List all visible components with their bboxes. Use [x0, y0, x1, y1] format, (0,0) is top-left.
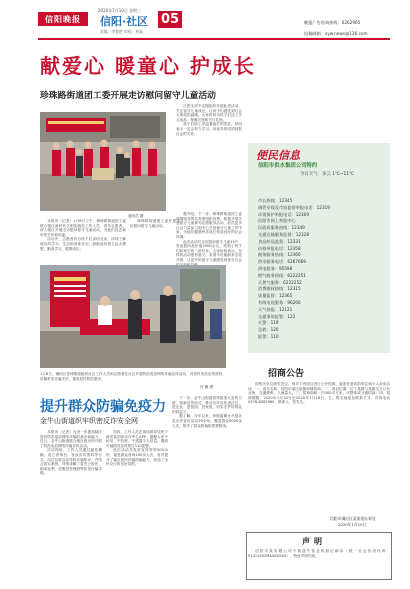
- info-box-list: [258, 198, 384, 341]
- hotline-item: 燃气服务热线：6222251: [258, 272, 306, 278]
- article1-body-right: [176, 212, 242, 262]
- article2-paragraph: 下一步，金牛山街道将持续加大宣传力度，创新宣传形式，推动反诈宣传进社区、进企业、进校园、进家庭，切实守护好群众的钱袋子。: [172, 396, 242, 414]
- hotline-item: 消费维权热线：12315: [258, 286, 301, 292]
- header-divider: [38, 38, 390, 40]
- article2-paragraph: 本报讯（记者）为进一步提高辖区居民防范电信网络诈骗的意识和能力，近日，金牛山街道联合辖区派出所开展了防范电信网络诈骗宣传活动。: [40, 430, 102, 448]
- hotline-item: 供水服务电话：6267669: [258, 259, 306, 265]
- hotline-item: 天然气服务：6222252: [258, 279, 302, 285]
- ad-phone: 晚报广告咨询热线：6262965: [304, 20, 361, 25]
- anti-fraud-event-illustration: [40, 265, 226, 368]
- hotline-item: 民政局服务热线：12349: [258, 225, 305, 231]
- statement-body: [248, 549, 390, 577]
- article2-caption-text: 1月8日，浉河区老城街道组织社区工作人员和志愿者在社区开展防范电信网络诈骗宣传活动，向居民发放宣传资料，讲解常见诈骗手法，提高居民防范意识。: [40, 372, 226, 381]
- volunteers-photo-illustration: [40, 112, 166, 211]
- hotline-item: 天气预报：12121: [258, 306, 293, 312]
- article2-photo-caption: [40, 372, 226, 384]
- article1-paragraph: 孩子们脸上洋溢着灿烂的笑容，纷纷表示一定会努力学习，用优异的成绩回报社会的关爱。: [176, 122, 242, 136]
- hotline-item: 交通事故报警：122: [258, 313, 296, 319]
- recruit-notice-signature: 信阳市浉河区某街道办事处: [330, 516, 376, 521]
- article1-photo-caption: 珍珠路街道团工委开展走访慰问留守儿童活动。: [130, 219, 180, 228]
- statement-title: 声明: [302, 537, 326, 546]
- editors-line: 责编：李春艳 审校：林焱: [100, 29, 143, 34]
- hotline-item: 城管专线及市容监督举报电话：12319: [258, 204, 330, 210]
- article1-body-middle: [176, 104, 242, 210]
- header-date: 2020年1月10日 星期三: [98, 8, 142, 13]
- hotline-item: 有线电视服务：96266: [258, 299, 301, 305]
- submission-email: 投稿邮箱：xyw.news@126.com: [304, 31, 368, 36]
- article2-photo-credit: 许 鹏 摄: [200, 385, 214, 389]
- article1-paragraph: 据介绍，下一步，珍珠路街道团工委将继续发挥共青团组织优势，积极开展关爱留守儿童系列志愿服务活动，动员更多社会力量参与到关心关爱留守儿童工作中来，为他们健康快乐成长营造良好的社会环境。: [176, 212, 242, 239]
- hotline-item: 急救：120: [258, 327, 279, 333]
- article1-photo-credit: 通讯员 摄: [128, 214, 144, 218]
- article2-paragraph: 活动现场，工作人员通过悬挂横幅、设立咨询台、发放宣传资料等方式，向过往群众宣传防诈骗知识，并结合真实案例，详细讲解了冒充公检法、刷单返利、虚假投资理财等常见诈骗手段。: [40, 448, 102, 476]
- section-title: 信阳·社区: [100, 15, 149, 28]
- article1-paragraph: 本报讯（记者）1月6日上午，珍珠路街道团工委联合辖区新时代文明实践站工作人员、青年志愿者，深入辖区开展走访慰问留守儿童活动，为他们送去新年的关怀和祝福。: [40, 219, 126, 237]
- hotline-item: 火警：119: [258, 320, 279, 326]
- hotline-item: 信阳市网上举报中心: [258, 218, 296, 224]
- article1-subhead: 珍珠路街道团工委开展走访慰问留守儿童活动: [40, 91, 216, 101]
- page-number: 05: [158, 11, 182, 28]
- article2-body-middle: [106, 430, 168, 580]
- recruit-notice-date: 2020年1月10日: [338, 522, 367, 527]
- article2-subhead: 金牛山街道织牢织密反诈安全网: [40, 417, 138, 425]
- article1-paragraph: 此次活动共走访慰问留守儿童15户，发放慰问品价值2000余元，受到了孩子们和家长的一致好评。大家纷纷表示，这样的活动很有意义，希望今后能够常态化开展，让更多的留守儿童感受到来自社会: [176, 239, 242, 262]
- article2-photo: [40, 265, 226, 368]
- spacer: [232, 265, 244, 266]
- article1-body-left: [40, 219, 126, 261]
- article2-headline: 提升群众防骗免疫力: [40, 399, 166, 415]
- recruit-notice-text: 经相关单位研究决定，现对下列项目进行公开招商，欢迎有意向的单位和个人前来洽谈。一、项目名称：信阳市某区临街商铺招商。二、项目位置：位于某路与某路交叉口东北角，交通便利，人流量大。三、招商面积：约300平方米，可整体或分割招商。四、招商期限：2020年1月10日至2020年1月16日。五、报名地址及联系方式：详询电话0376-6262965，联系人：张先生。: [248, 382, 390, 405]
- statement-text: 信阳市某有限公司不慎遗失营业执照正副本（统一社会信用代码：91411502MA40XXXX），特此声明作废。: [248, 549, 390, 558]
- hotline-item: 供电服务：95598: [258, 265, 293, 271]
- article1-caption: [130, 219, 180, 261]
- newspaper-logo: 信阳晚报: [38, 12, 88, 26]
- article1-photo: [40, 112, 166, 211]
- hotline-item: 价格举报电话：12358: [258, 245, 301, 251]
- hotline-item: 食品药品监督：12331: [258, 238, 301, 244]
- hotline-item: 质量监督：12365: [258, 293, 293, 299]
- article2-paragraph: 同时，工作人员还现场指导居民下载安装国家反诈中心APP，提醒大家不轻信、不转账、不透露个人信息，遇到可疑情况及时拨打110报警。: [106, 430, 168, 448]
- hotline-item: 市长热线：12345: [258, 198, 293, 203]
- article2-body-right: [172, 396, 242, 580]
- article1-paragraph: 活动中，志愿者们与孩子们亲切交谈，详细了解他们的学习、生活和身体状况，鼓励他们树立远大理想，勤奋学习，健康成长。: [40, 237, 126, 251]
- hotline-item: 税务服务热线：12366: [258, 252, 301, 258]
- article2-paragraph: 此次活动共发放宣传资料500余份，接受群众咨询100余人次，有效提升了辖区居民识骗防骗能力，营造了全民反诈的良好氛围。: [106, 448, 168, 467]
- article1-paragraph: 区团支部不定期组织开展此类活动，关注留守儿童成长，让孩子们感受到社会大家庭的温暖。大家纷纷为孩子们送上学习用品、保暖衣物和节日礼物。: [176, 104, 242, 122]
- article1-headline: 献爱心 暖童心 护成长: [40, 54, 256, 78]
- hotline-item: 交通运输服务监督：12328: [258, 231, 310, 237]
- info-box-weather: 今日天气：多云 1℃~11℃: [300, 172, 355, 177]
- info-box-title: 便民信息: [256, 149, 300, 162]
- article2-paragraph: 据了解，今年以来，该街道累计开展各类反诈宣传活动20余场，覆盖群众5000余人次，筑牢了群众防骗的思想防线。: [172, 414, 242, 428]
- hotline-item: 环境保护举报电话：12369: [258, 211, 310, 217]
- recruit-notice-body: [248, 382, 390, 532]
- hotline-item: 匪警：110: [258, 333, 279, 339]
- info-box-sponsor: 信阳市供水集团公司特约: [258, 163, 318, 169]
- recruit-notice-title: 招商公告: [268, 369, 305, 379]
- article2-body-left: [40, 430, 102, 580]
